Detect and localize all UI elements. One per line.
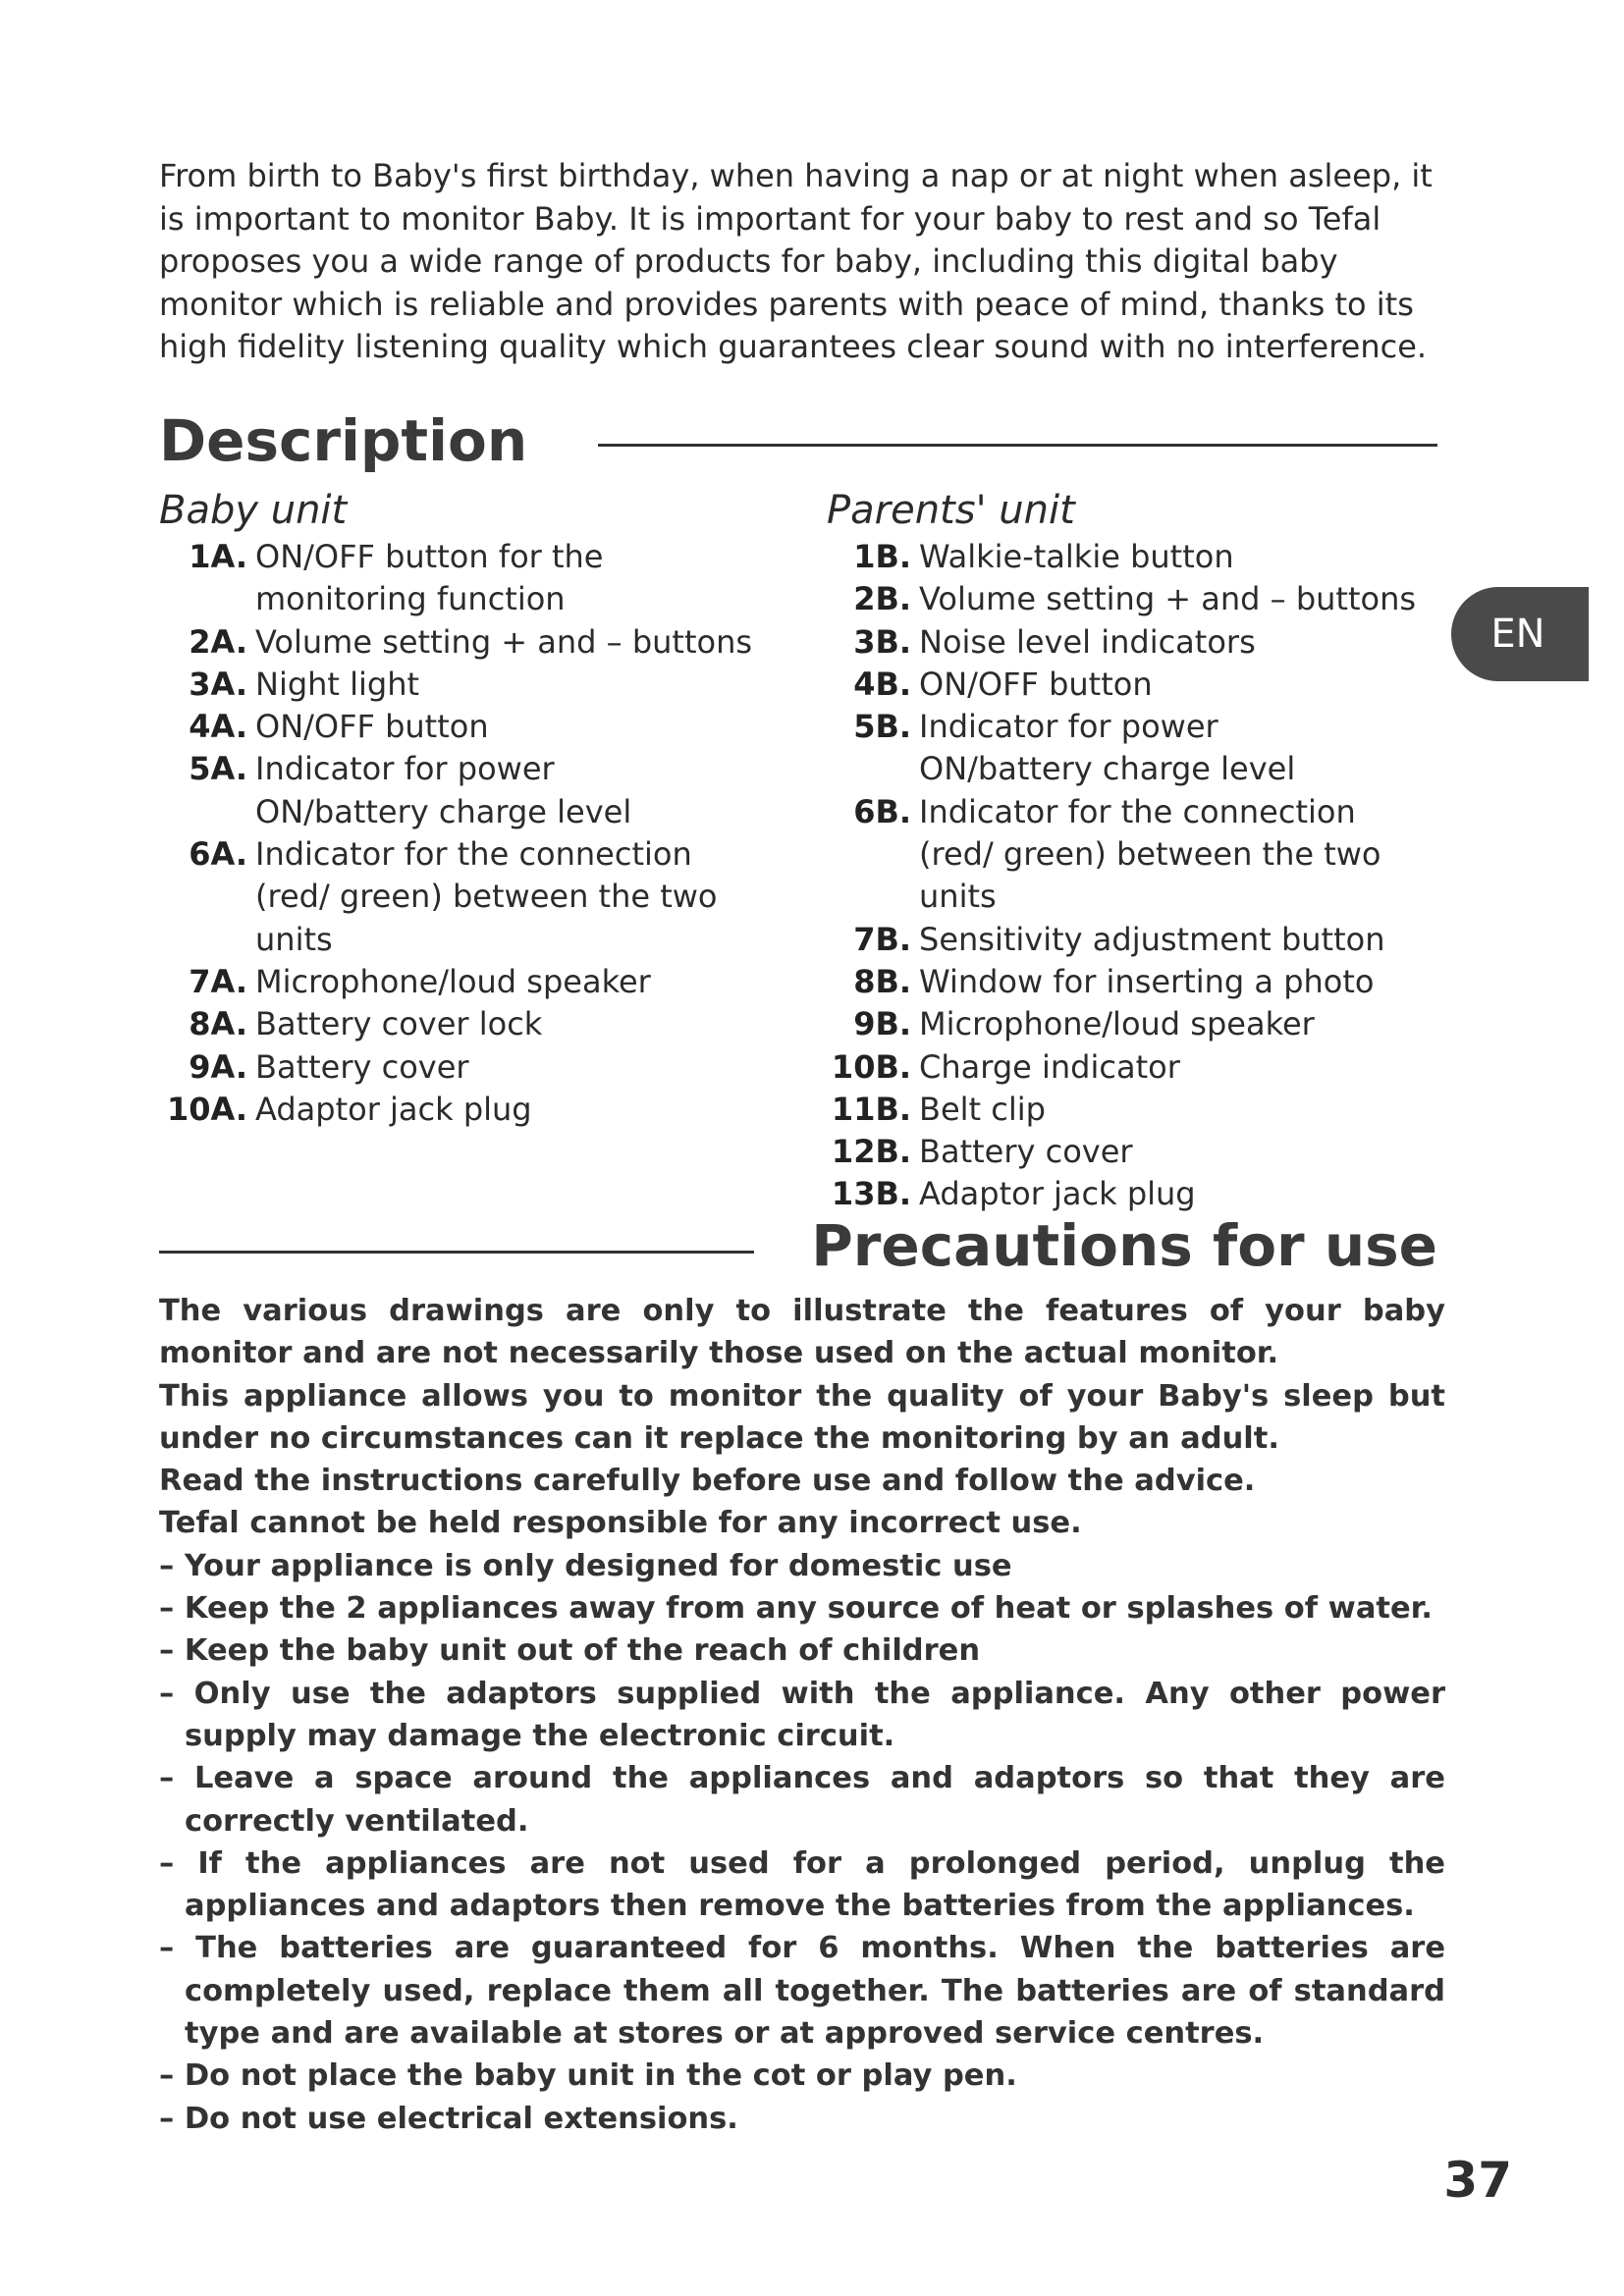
precaution-bullet: – Keep the 2 appliances away from any source of heat or splashes of water. <box>159 1591 1433 1627</box>
list-item <box>827 664 1435 706</box>
item-number: 6B. <box>853 792 911 830</box>
parents-unit-column <box>827 487 1435 1216</box>
list-item <box>827 961 1435 1003</box>
item-text: Battery cover <box>919 1133 1133 1171</box>
item-number: 7A. <box>189 962 247 1000</box>
item-text: Sensitivity adjustment button <box>919 920 1385 958</box>
item-text: Charge indicator <box>919 1047 1180 1086</box>
item-number: 12B. <box>831 1133 911 1171</box>
item-text: Walkie-talkie button <box>919 538 1234 575</box>
item-number: 7B. <box>853 920 911 958</box>
item-text: Microphone/loud speaker <box>255 962 651 1000</box>
item-text: ON/OFF button <box>919 665 1153 703</box>
item-text: Adaptor jack plug <box>255 1090 532 1128</box>
precautions-body <box>159 1290 1445 2140</box>
precaution-bullet: – Do not use electrical extensions. <box>159 2101 738 2136</box>
item-number: 13B. <box>831 1175 911 1213</box>
list-item <box>159 833 787 961</box>
intro-paragraph: From birth to Baby's first birthday, when having a nap or at night when asleep, it is important to monitor Baby. It is important for your baby to rest and so Tefal proposes you a wide range of products for baby, including this digital baby monitor which is reliable and provides parents with peace of mind, thanks to its high fidelity listening quality which guarantees clear sound with no interference. <box>159 157 1433 365</box>
list-item <box>159 1003 787 1045</box>
item-number: 4A. <box>189 708 247 746</box>
item-number: 2A. <box>189 622 247 661</box>
precaution-paragraph: Read the instructions carefully before use and follow the advice. <box>159 1464 1256 1499</box>
list-item <box>159 748 787 833</box>
item-number: 3A. <box>189 665 247 703</box>
language-tab: EN <box>1451 587 1589 681</box>
item-text: Adaptor jack plug <box>919 1175 1196 1213</box>
item-text: ON/OFF button <box>255 708 489 746</box>
precaution-bullet: – Keep the baby unit out of the reach of children <box>159 1633 981 1669</box>
list-item <box>159 706 787 748</box>
item-number: 1A. <box>189 538 247 575</box>
item-number: 5A. <box>189 750 247 788</box>
list-item <box>827 1173 1435 1215</box>
parents-unit-list <box>827 536 1435 1216</box>
item-number: 9B. <box>853 1005 911 1043</box>
list-item <box>159 536 787 621</box>
item-text: Night light <box>255 665 420 703</box>
list-item <box>827 578 1435 620</box>
list-item <box>159 1046 787 1089</box>
list-item <box>827 1089 1435 1131</box>
list-item <box>827 919 1435 961</box>
item-number: 2B. <box>853 580 911 618</box>
item-number: 4B. <box>853 665 911 703</box>
precaution-bullet: – The batteries are guaranteed for 6 months. When the batteries are completely used, replace them all together. The batteries are of standard type and are available at stores or at approved service centres. <box>159 1931 1445 2052</box>
precaution-bullet: – Only use the adaptors supplied with the appliance. Any other power supply may damage the electronic circuit. <box>159 1676 1445 1753</box>
list-item <box>159 664 787 706</box>
baby-unit-column <box>159 487 787 1131</box>
item-text: Noise level indicators <box>919 622 1256 661</box>
item-text: Indicator for power ON/battery charge level <box>919 708 1296 788</box>
list-item <box>159 961 787 1003</box>
page-number: 37 <box>1443 2152 1512 2209</box>
precaution-bullet: – Leave a space around the appliances and adaptors so that they are correctly ventilated. <box>159 1761 1445 1839</box>
item-number: 10A. <box>166 1090 247 1128</box>
precaution-bullet: – Do not place the baby unit in the cot or play pen. <box>159 2058 1017 2094</box>
precautions-heading: Precautions for use <box>811 1212 1437 1279</box>
item-text: Volume setting + and – buttons <box>919 580 1417 618</box>
description-heading-row <box>159 407 1437 474</box>
precaution-paragraph: This appliance allows you to monitor the quality of your Baby's sleep but under no circumstances can it replace the monitoring by an adult. <box>159 1378 1445 1456</box>
item-text: Indicator for the connection (red/ green) between the two units <box>919 792 1381 916</box>
list-item <box>827 1003 1435 1045</box>
list-item <box>827 706 1435 791</box>
item-text: Volume setting + and – buttons <box>255 622 753 661</box>
list-item <box>827 1131 1435 1173</box>
item-number: 8B. <box>853 962 911 1000</box>
item-text: Belt clip <box>919 1090 1046 1128</box>
list-item <box>827 621 1435 664</box>
description-heading: Description <box>159 407 528 474</box>
item-number: 11B. <box>831 1090 911 1128</box>
list-item <box>827 1046 1435 1089</box>
item-number: 10B. <box>831 1047 911 1086</box>
parents-unit-title: Parents' unit <box>827 488 1075 533</box>
precaution-bullet: – If the appliances are not used for a prolonged period, unplug the appliances and adaptors then remove the batteries from the appliances. <box>159 1845 1445 1924</box>
description-rule <box>598 444 1437 447</box>
item-number: 5B. <box>853 708 911 746</box>
list-item <box>159 1089 787 1131</box>
item-number: 8A. <box>189 1005 247 1043</box>
list-item <box>827 536 1435 578</box>
item-number: 6A. <box>189 835 247 874</box>
item-text: ON/OFF button for the monitoring function <box>255 538 604 618</box>
precautions-heading-row <box>159 1212 1437 1279</box>
item-number: 9A. <box>189 1047 247 1086</box>
precautions-rule <box>159 1251 754 1254</box>
item-text: Window for inserting a photo <box>919 962 1375 1000</box>
precaution-bullet: – Your appliance is only designed for domestic use <box>159 1548 1012 1583</box>
baby-unit-title: Baby unit <box>159 488 348 533</box>
baby-unit-list <box>159 536 787 1131</box>
list-item <box>827 791 1435 919</box>
item-number: 1B. <box>853 538 911 575</box>
item-text: Battery cover <box>255 1047 469 1086</box>
precaution-paragraph: Tefal cannot be held responsible for any incorrect use. <box>159 1506 1082 1541</box>
item-text: Indicator for the connection (red/ green) between the two units <box>255 835 718 958</box>
precaution-paragraph: The various drawings are only to illustrate the features of your baby monitor and are not necessarily those used on the actual monitor. <box>159 1294 1445 1371</box>
list-item <box>159 621 787 664</box>
item-text: Microphone/loud speaker <box>919 1005 1315 1043</box>
item-text: Battery cover lock <box>255 1005 543 1043</box>
item-text: Indicator for power ON/battery charge level <box>255 750 632 830</box>
item-number: 3B. <box>853 622 911 661</box>
